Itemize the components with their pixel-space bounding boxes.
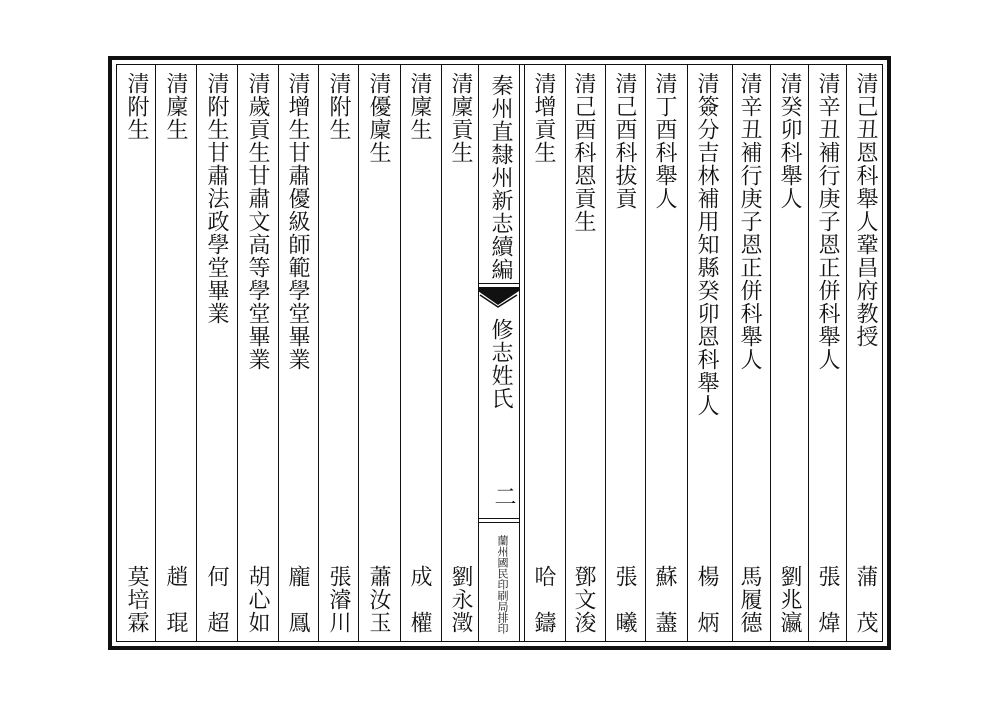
column-rule bbox=[732, 65, 733, 641]
entry-title: 清廩貢生 bbox=[448, 72, 473, 164]
entry-name: 蕭汝玉 bbox=[366, 565, 391, 634]
center-divider bbox=[478, 283, 520, 284]
center-rule-right bbox=[519, 65, 520, 641]
entry-name: 蘇 藎 bbox=[652, 565, 677, 634]
entry-name: 蒲 茂 bbox=[853, 565, 878, 634]
book-title: 秦州直隸州新志續編 bbox=[488, 74, 513, 281]
fish-tail-ornament bbox=[478, 287, 519, 311]
column-rule bbox=[846, 65, 847, 641]
column-rule bbox=[605, 65, 606, 641]
entry-title: 清優廩生 bbox=[366, 72, 391, 164]
entry-title: 清辛丑補行庚子恩正併科舉人 bbox=[737, 72, 762, 371]
entry-name: 成 權 bbox=[407, 565, 432, 634]
entry-name: 劉永澂 bbox=[448, 565, 473, 634]
entry-name: 趙 琨 bbox=[163, 565, 188, 634]
column-rule bbox=[687, 65, 688, 641]
column-rule bbox=[358, 65, 359, 641]
entry-title: 清辛丑補行庚子恩正併科舉人 bbox=[815, 72, 840, 371]
printer-note: 蘭州國民印刷局排印 bbox=[496, 535, 509, 634]
column-rule bbox=[524, 65, 525, 641]
entry-name: 馬履德 bbox=[737, 565, 762, 634]
column-rule bbox=[278, 65, 279, 641]
entry-title: 清歲貢生甘肅文高等學堂畢業 bbox=[245, 72, 270, 371]
entry-title: 清癸卯科舉人 bbox=[777, 72, 802, 210]
entry-title: 清己酉科恩貢生 bbox=[571, 72, 596, 233]
column-rule bbox=[808, 65, 809, 641]
entry-name: 劉兆瀛 bbox=[777, 565, 802, 634]
entry-title: 清簽分吉林補用知縣癸卯恩科舉人 bbox=[694, 72, 719, 417]
column-rule bbox=[770, 65, 771, 641]
entry-title: 清附生甘肅法政學堂畢業 bbox=[204, 72, 229, 325]
column-rule bbox=[237, 65, 238, 641]
entry-name: 莫培霖 bbox=[124, 565, 149, 634]
entry-name: 張 曦 bbox=[612, 565, 637, 634]
entry-name: 張濬川 bbox=[326, 565, 351, 634]
column-rule bbox=[441, 65, 442, 641]
column-rule bbox=[196, 65, 197, 641]
column-rule bbox=[645, 65, 646, 641]
center-divider bbox=[478, 518, 520, 519]
entry-name: 張 煒 bbox=[815, 565, 840, 634]
entry-title: 清增生甘肅優級師範學堂畢業 bbox=[285, 72, 310, 371]
page-number: 二 bbox=[491, 485, 516, 508]
chapter-title: 修志姓氏 bbox=[488, 318, 513, 410]
entry-title: 清廩生 bbox=[407, 72, 432, 141]
entry-title: 清附生 bbox=[326, 72, 351, 141]
entry-name: 哈 鑄 bbox=[531, 565, 556, 634]
entry-name: 何 超 bbox=[204, 565, 229, 634]
column-rule bbox=[400, 65, 401, 641]
column-rule bbox=[565, 65, 566, 641]
column-rule bbox=[155, 65, 156, 641]
entry-name: 楊 炳 bbox=[694, 565, 719, 634]
column-rule bbox=[318, 65, 319, 641]
entry-title: 清丁酉科舉人 bbox=[652, 72, 677, 210]
entry-title: 清廩生 bbox=[163, 72, 188, 141]
entry-title: 清己酉科拔貢 bbox=[612, 72, 637, 210]
center-rule-left bbox=[478, 65, 479, 641]
entry-name: 龐 鳳 bbox=[285, 565, 310, 634]
entry-name: 鄧文浚 bbox=[571, 565, 596, 634]
center-divider bbox=[478, 522, 520, 523]
entry-title: 清附生 bbox=[124, 72, 149, 141]
entry-title: 清增貢生 bbox=[531, 72, 556, 164]
entry-name: 胡心如 bbox=[245, 565, 270, 634]
entry-title: 清己丑恩科舉人鞏昌府教授 bbox=[853, 72, 878, 348]
